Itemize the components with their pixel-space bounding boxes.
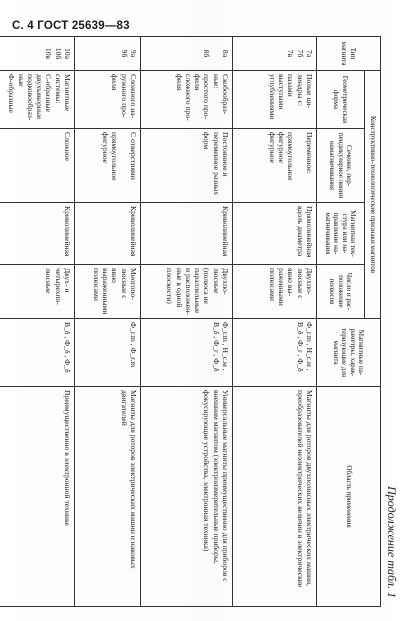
cell-form: Полые цилиндры с: пазами выступами углублениями xyxy=(233,71,317,129)
cell-section: Сложное xyxy=(0,129,75,203)
col-poles-header: Число и расположение полюсов xyxy=(317,265,365,319)
col-type-header: Тип магнита xyxy=(317,37,381,71)
cell-texture: Криволинейная xyxy=(75,203,141,265)
cell-poles: Многополюсные с явно выраженными полюсами xyxy=(75,265,141,319)
table-row xyxy=(75,37,141,607)
table-row xyxy=(141,37,233,607)
col-application-header: Область применения xyxy=(317,387,381,607)
cell-type: 10а 10б 10в xyxy=(0,37,75,71)
cell-poles: Двухполюсные с явно выраженными полюсами xyxy=(233,265,317,319)
cell-form: Магнитные системы: С-образные двухъякорные подковообразные Ф-образные xyxy=(0,71,75,129)
table-row xyxy=(233,37,317,607)
col-form-header: Геометрическая форма xyxy=(317,71,365,129)
cell-section: С отверстиями прямоугольное фигурное xyxy=(75,129,141,203)
col-texture-header: Магнитная текстура или направление намагничивания xyxy=(317,203,365,265)
cell-params: B_δ , Ф_δ , Ф_δ xyxy=(0,319,75,387)
group-header: Конструктивно-технологические признаки магнитов xyxy=(365,71,381,319)
cell-application: Универсальные магниты преимущественно для приборов с внешним магнитом (электроизмерительные приборы, фокусирующие устройства, электронная техника) xyxy=(141,387,233,607)
cell-texture: Криволинейная xyxy=(141,203,233,265)
cell-type: 9а 9б xyxy=(75,37,141,71)
col-params-header: Магнитные параметры, характеризующие для магнита xyxy=(317,319,381,387)
cell-poles: Двух- и четырехполюсные xyxy=(0,265,75,319)
continuation-caption: Продолжение табл. 1 xyxy=(385,486,399,598)
magnet-table xyxy=(0,36,381,607)
cell-texture: Криволинейная xyxy=(0,203,75,265)
col-section-header: Сечение, перпендикулярное линии намагничивания xyxy=(317,129,365,203)
rotated-table-page xyxy=(7,36,407,606)
cell-params: Ф_r.m , H_c.м , B_δ , Ф_r , Ф_δ xyxy=(141,319,233,387)
cell-application: Преимущественно в электронной технике xyxy=(0,387,75,607)
cell-section: Переменное: прямоугольное фигурное фигурное xyxy=(233,129,317,203)
cell-params: Ф_r.m , Ф_r.m xyxy=(75,319,141,387)
cell-poles: Двухполюсные (полюса не параллельные и расположенные в одной плоскости) xyxy=(141,265,233,319)
cell-params: Ф_r.m , H_c.м , B_δ , Ф_r , Ф_δ xyxy=(233,319,317,387)
cell-form: Сложного наружного профиля xyxy=(75,71,141,129)
cell-texture: Прямолинейная вдоль диаметра xyxy=(233,203,317,265)
table-row xyxy=(0,37,75,607)
page-header: С. 4 ГОСТ 25639—83 xyxy=(12,20,130,32)
cell-application: Магниты для роторов двухполюсных электрических машин, преобразователей неэлектрических величин в электрические xyxy=(233,387,317,607)
cell-type: 8а 8б xyxy=(141,37,233,71)
cell-form: Скобообразные: простого профиля сложного профиля xyxy=(141,71,233,129)
cell-section: Постоянное и переменное разных форм xyxy=(141,129,233,203)
cell-application: Магниты для роторов электрических машин и наковых двигателей xyxy=(75,387,141,607)
cell-type: 7а 7б 7в xyxy=(233,37,317,71)
